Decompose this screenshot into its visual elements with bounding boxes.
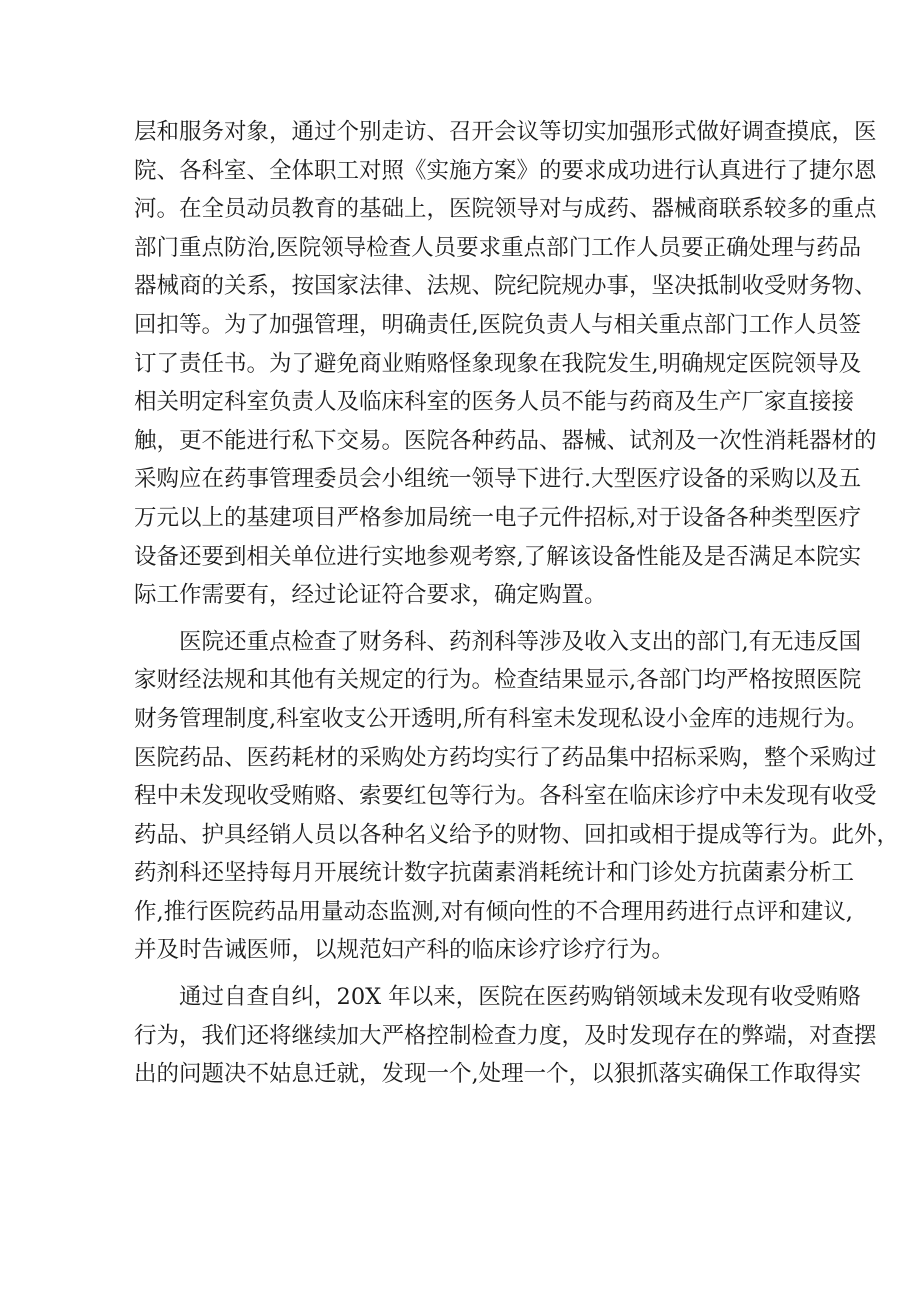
text-line: 际工作需要有，经过论证符合要求，确定购置。 bbox=[134, 582, 607, 609]
text-line: 医院药品、医药耗材的采购处方药均实行了药品集中招标采购，整个采购过 bbox=[134, 744, 877, 771]
text-line: 采购应在药事管理委员会小组统一领导下进行.大型医疗设备的采购以及五 bbox=[134, 466, 862, 493]
text-line: 财务管理制度,科室收支公开透明,所有科室未发现私设小金库的违规行为。 bbox=[134, 705, 869, 732]
text-line: 订了责任书。为了避免商业贿赂怪象现象在我院发生,明确规定医院领导及 bbox=[134, 350, 862, 377]
text-line: 相关明定科室负责人及临床科室的医务人员不能与药商及生产厂家直接接 bbox=[134, 389, 855, 416]
text-line: 层和服务对象，通过个别走访、召开会议等切实加强形式做好调查摸底，医 bbox=[134, 119, 877, 145]
text-line: 家财经法规和其他有关规定的行为。检查结果显示,各部门均严格按照医院 bbox=[134, 667, 862, 694]
text-line: 通过自查自纠，20X 年以来，医院在医药购销领域未发现有收受贿赂 bbox=[179, 984, 861, 1011]
text-line: 部门重点防治,医院领导检查人员要求重点部门工作人员要正确处理与药品 bbox=[134, 234, 862, 261]
text-line: 河。在全员动员教育的基础上，医院领导对与成药、器械商联系较多的重点 bbox=[134, 196, 877, 223]
text-line: 行为，我们还将继续加大严格控制检查力度，及时发现存在的弊端，对查摆 bbox=[134, 1022, 877, 1049]
text-line: 出的问题决不姑息迁就，发现一个,处理一个，以狠抓落实确保工作取得实 bbox=[134, 1061, 862, 1088]
text-line: 程中未发现收受贿赂、索要红包等行为。各科室在临床诊疗中未发现有收受 bbox=[134, 783, 877, 810]
text-line: 作,推行医院药品用量动态监测,对有倾向性的不合理用药进行点评和建议, bbox=[134, 898, 853, 925]
text-line: 万元以上的基建项目严格参加局统一电子元件招标,对于设备各种类型医疗 bbox=[134, 504, 862, 531]
text-line: 并及时告诫医师，以规范妇产科的临床诊疗诊疗行为。 bbox=[134, 937, 675, 964]
text-line: 触，更不能进行私下交易。医院各种药品、器械、试剂及一次性消耗器材的 bbox=[134, 427, 877, 454]
paragraph-1 bbox=[134, 113, 877, 615]
text-line: 回扣等。为了加强管理，明确责任,医院负责人与相关重点部门工作人员签 bbox=[134, 311, 862, 338]
paragraph-3 bbox=[134, 978, 877, 1094]
paragraph-2 bbox=[134, 623, 900, 970]
text-line: 药品、护具经销人员以各种名义给予的财物、回扣或相于提成等行为。此外， bbox=[134, 821, 900, 848]
text-line: 药剂科还坚持每月开展统计数字抗菌素消耗统计和门诊处方抗菌素分析工 bbox=[134, 860, 855, 887]
document-body bbox=[134, 113, 900, 1094]
text-line: 器械商的关系，按国家法律、法规、院纪院规办事，坚决抵制收受财务物、 bbox=[134, 273, 877, 300]
text-line: 医院还重点检查了财务科、药剂科等涉及收入支出的部门,有无违反国 bbox=[179, 628, 862, 655]
text-line: 设备还要到相关单位进行实地参观考察,了解该设备性能及是否满足本院实 bbox=[134, 543, 862, 570]
text-line: 院、各科室、全体职工对照《实施方案》的要求成功进行认真进行了捷尔恩 bbox=[134, 157, 877, 184]
